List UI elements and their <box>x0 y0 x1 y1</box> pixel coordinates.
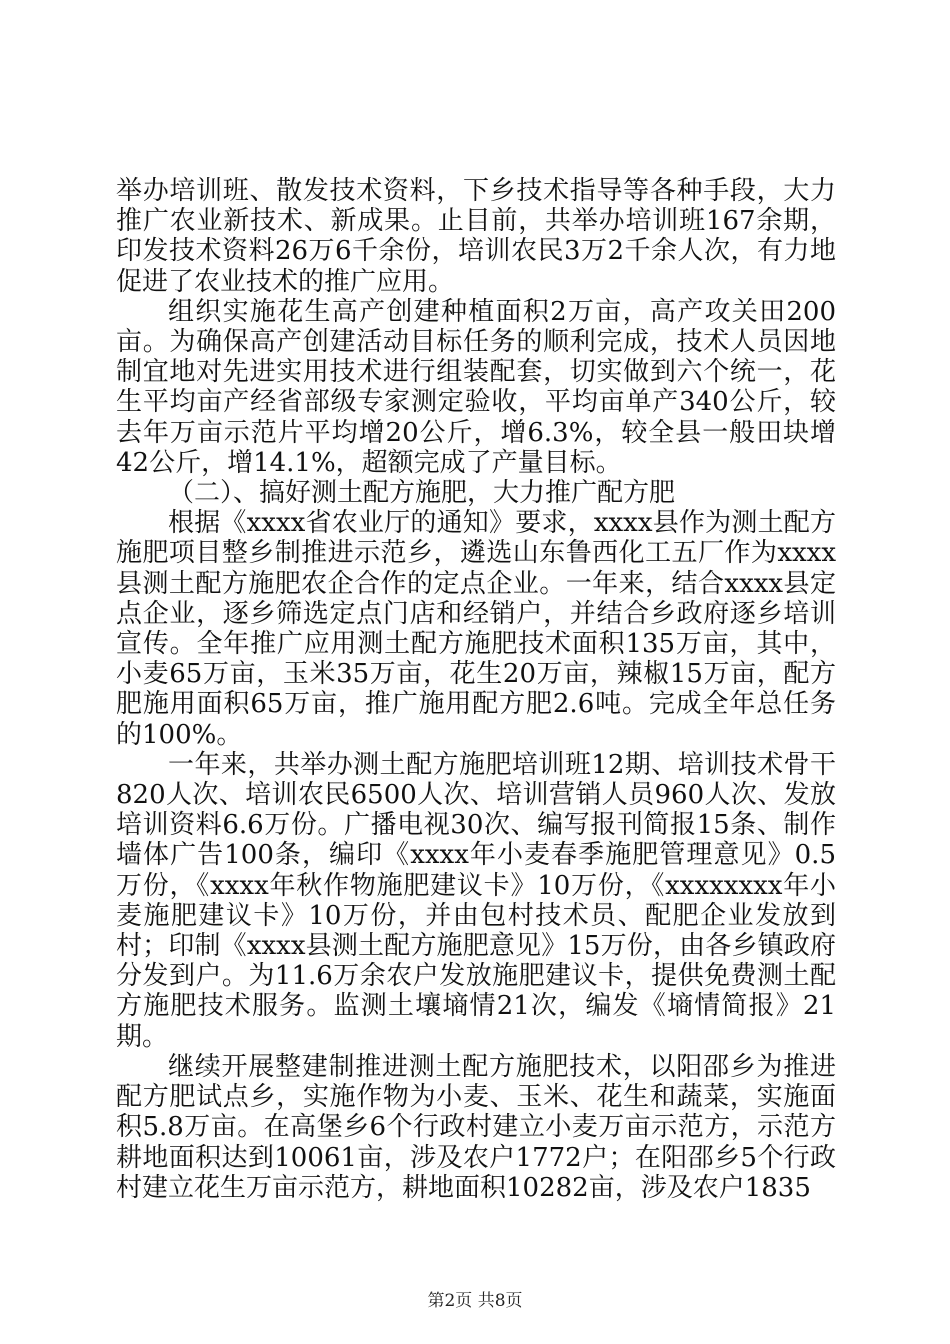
paragraph-training: 一年来，共举办测土配方施肥培训班12期、培训技术骨干820人次、培训农民6500人次、培训营销人员960人次、发放培训资料6.6万份。广播电视30次、编写报刊简报15条、制作墙体广告100条，编印《xxxx年小麦春季施肥管理意见》0.5万份，《xxxx年秋作物施肥建议卡》10万份，《xxxxxxxx年小麦施肥建议卡》10万份，并由包村技术员、配肥企业发放到村；印制《xxxx县测土配方施肥意见》15万份，由各乡镇政府分发到户。为11.6万余农户发放施肥建议卡，提供免费测土配方施肥技术服务。监测土壤墒情21次，编发《墒情简报》21期。 <box>116 749 836 1052</box>
section-heading: （二）、搞好测土配方施肥，大力推广配方肥 <box>168 478 676 509</box>
paragraph-demonstration: 继续开展整建制推进测土配方施肥技术，以阳邵乡为推进配方肥试点乡，实施作物为小麦、玉米、花生和蔬菜，实施面积5.8万亩。在高堡乡6个行政村建立小麦万亩示范方，示范方耕地面积达到10061亩，涉及农户1772户；在阳邵乡5个行政村建立花生万亩示范方，耕地面积10282亩，涉及农户1835 <box>116 1051 836 1203</box>
paragraph-soil-testing: 根据《xxxx省农业厅的通知》要求，xxxx县作为测土配方施肥项目整乡制推进示范乡，遴选山东鲁西化工五厂作为xxxx县测土配方施肥农企合作的定点企业。一年来，结合xxxx县定点企业，逐乡筛选定点门店和经销户，并结合乡政府逐乡培训宣传。全年推广应用测土配方施肥技术面积135万亩，其中，小麦65万亩，玉米35万亩，花生20万亩，辣椒15万亩，配方肥施用面积65万亩，推广施用配方肥2.6吨。完成全年总任务的100%。 <box>116 508 836 750</box>
document-body <box>116 176 836 1203</box>
paragraph-peanut-yield: 组织实施花生高产创建种植面积2万亩，高产攻关田200亩。为确保高产创建活动目标任务的顺利完成，技术人员因地制宜地对先进实用技术进行组装配套，切实做到六个统一，花生平均亩产经省部级专家测定验收，平均亩单产340公斤，较去年万亩示范片平均增20公斤，增6.3%，较全县一般田块增42公斤，增14.1%，超额完成了产量目标。 <box>116 296 836 478</box>
paragraph-continued: 举办培训班、散发技术资料，下乡技术指导等各种手段，大力推广农业新技术、新成果。止目前，共举办培训班167余期，印发技术资料26万6千余份，培训农民3万2千余人次，有力地促进了农业技术的推广应用。 <box>116 176 836 297</box>
page-footer: 第2页 共8页 <box>427 1291 523 1311</box>
